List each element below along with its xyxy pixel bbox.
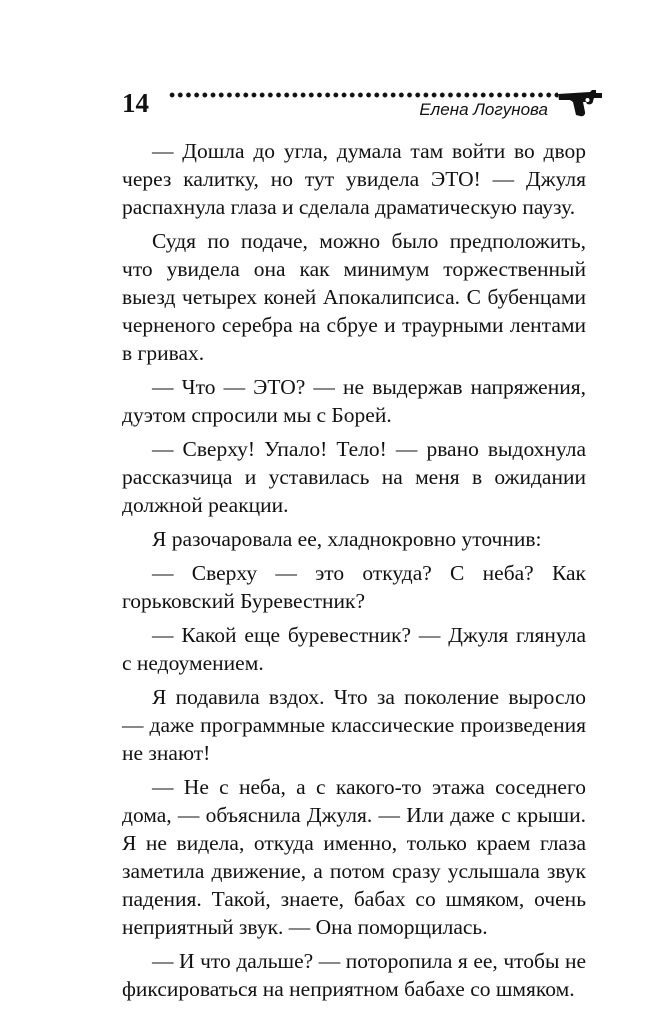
body-text (122, 137, 586, 1009)
paragraph: Судя по подаче, можно было предположить, что увидела она как минимум торжественный выезд четырех коней Апокалипсиса. С бубенцами черненого серебра на сбруе и траурными лентами в гривах. (122, 229, 586, 365)
author-name: Елена Логунова (419, 100, 548, 119)
paragraph: — Сверху — это откуда? С неба? Как горьковский Буревестник? (122, 561, 586, 613)
paragraph: — Дошла до угла, думала там войти во двор через калитку, но тут увидела ЭТО! — Джуля распахнула глаза и сделала драматическую паузу. (122, 139, 586, 219)
paragraph: — Не с неба, а с какого-то этажа соседнего дома, — объяснила Джуля. — Или даже с крыши. Я не видела, откуда именно, только краем глаза заметила движение, а потом сразу услышала звук падения. Такой, знаете, бабах со шмяком, очень неприятный звук. — Она поморщилась. (122, 775, 586, 939)
running-header (122, 88, 604, 122)
paragraph: — Что — ЭТО? — не выдержав напряжения, дуэтом спросили мы с Борей. (122, 375, 586, 427)
paragraph: — Сверху! Упало! Тело! — рвано выдохнула рассказчица и уставилась на меня в ожидании должной реакции. (122, 437, 586, 517)
paragraph: Я подавила вздох. Что за поколение выросло — даже программные классические произведения не знают! (122, 685, 586, 765)
paragraph: Я разочаровала ее, хладнокровно уточнив: (152, 527, 542, 551)
paragraph: — Какой еще буревестник? — Джуля глянула с недоумением. (122, 623, 586, 675)
page-number: 14 (122, 88, 149, 118)
paragraph: — И что дальше? — поторопила я ее, чтобы не фиксироваться на неприятном бабахе со шмяком. (122, 949, 586, 1001)
revolver-icon (556, 88, 604, 120)
dotted-rule (168, 92, 558, 98)
